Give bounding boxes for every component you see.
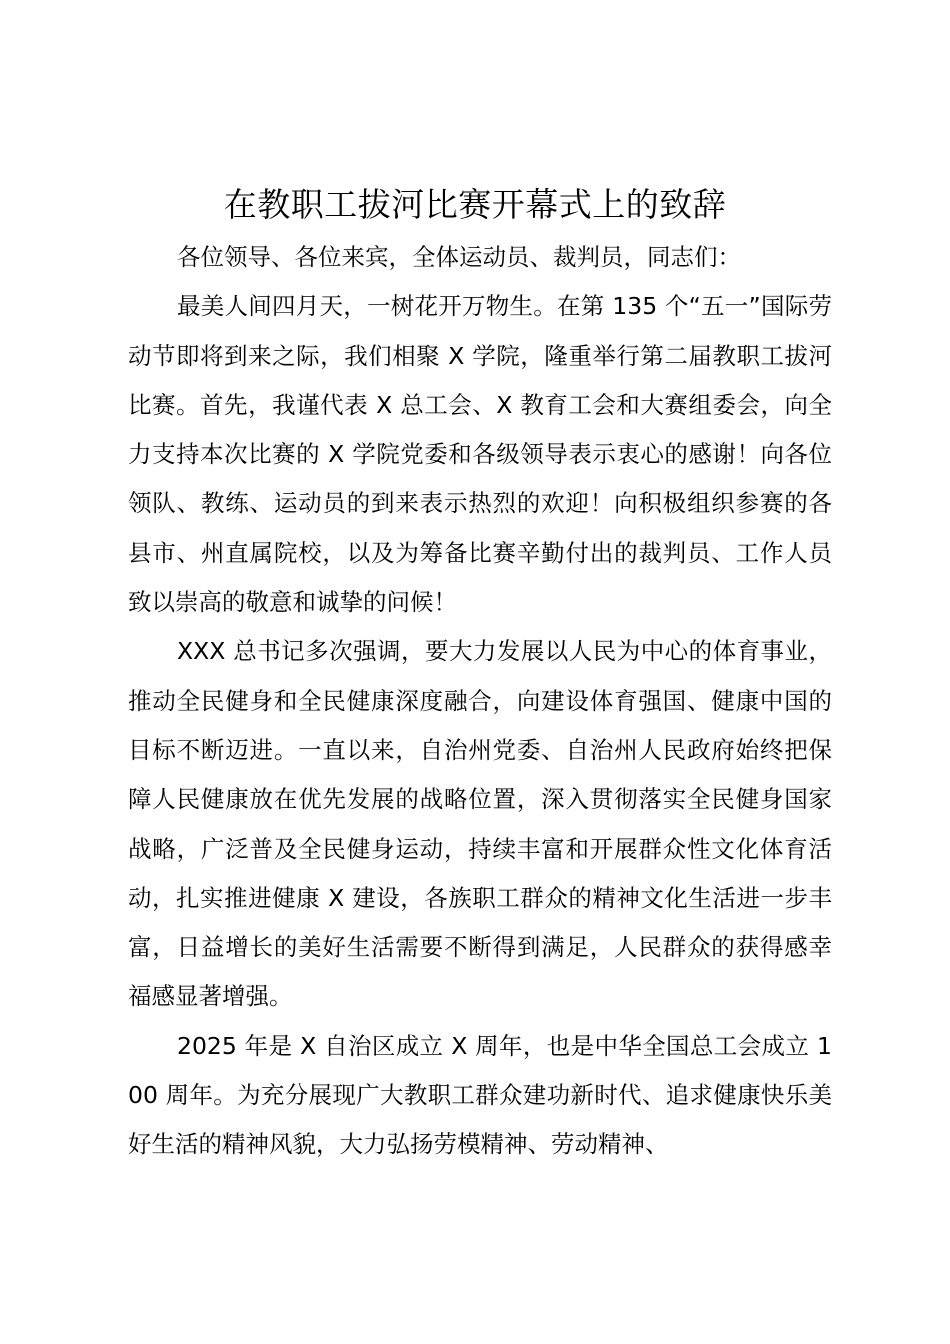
document-body (128, 233, 832, 1170)
salutation: 各位领导、各位来宾，全体运动员、裁判员，同志们： (177, 243, 741, 271)
document-title: 在教职工拔河比赛开幕式上的致辞 (223, 185, 727, 224)
paragraph: 最美人间四月天，一树花开万物生。在第 135 个“五一”国际劳动节即将到来之际，我们相聚 X 学院，隆重举行第二届教职工拔河比赛。首先，我谨代表 X 总工会、X 教育工会和大赛组委会，向全力支持本次比赛的 X 学院党委和各级领导表示衷心的感谢！向各位领队、教练、运动员的到来表示热烈的欢迎！向积极组织参赛的各县市、州直属院校，以及为筹备比赛辛勤付出的裁判员、工作人员致以崇高的敬意和诚挚的问候！ (128, 292, 832, 617)
paragraph: XXX 总书记多次强调，要大力发展以人民为中心的体育事业，推动全民健身和全民健康深度融合，向建设体育强国、健康中国的目标不断迈进。一直以来，自治州党委、自治州人民政府始终把保障人民健康放在优先发展的战略位置，深入贯彻落实全民健身国家战略，广泛普及全民健身运动，持续丰富和开展群众性文化体育活动，扎实推进健康 X 建设，各族职工群众的精神文化生活进一步丰富，日益增长的美好生活需要不断得到满足，人民群众的获得感幸福感显著增强。 (128, 637, 832, 1011)
paragraph: 2025 年是 X 自治区成立 X 周年，也是中华全国总工会成立 100 周年。为充分展现广大教职工群众建功新时代、追求健康快乐美好生活的精神风貌，大力弘扬劳模精神、劳动精神、 (128, 1031, 832, 1159)
